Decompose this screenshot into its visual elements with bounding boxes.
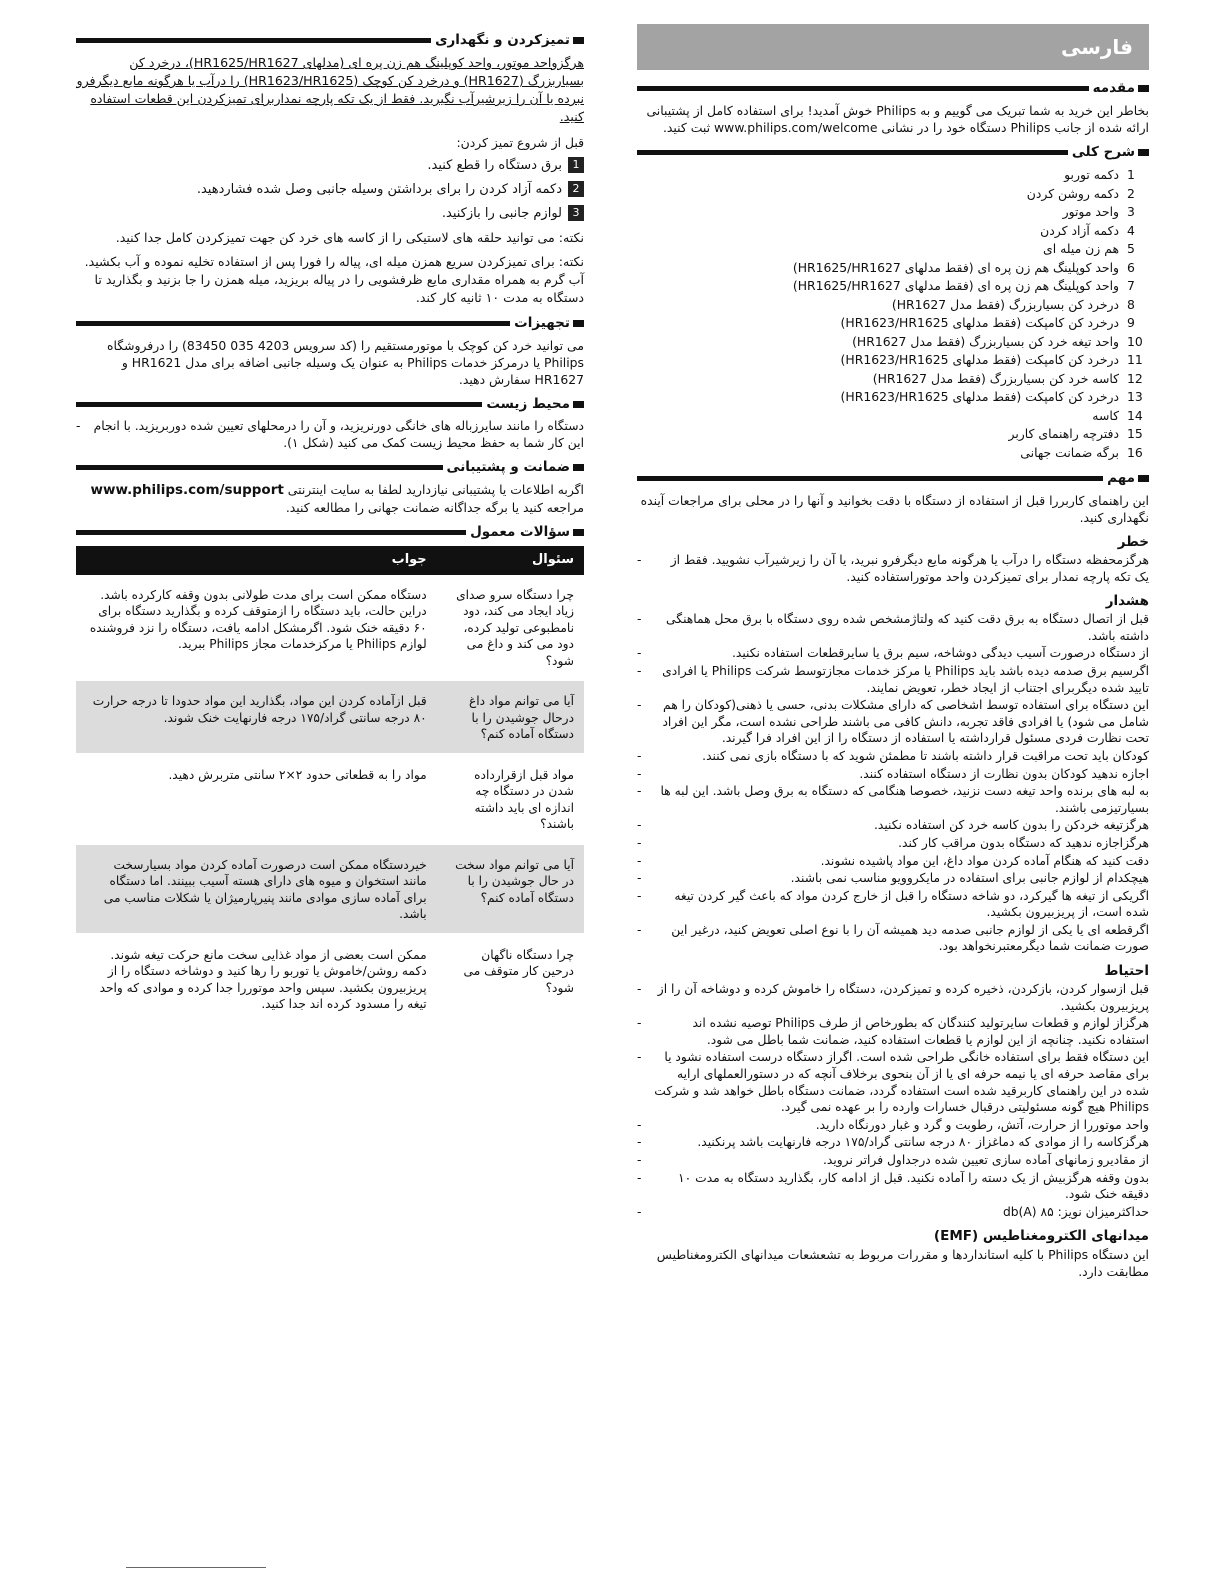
section-header-intro — [637, 80, 1149, 96]
faq-answer: ممکن است بعضی از مواد غذایی سخت مانع حرکت تیغه شوند. دکمه روشن/خاموش یا توربو را رها کنید و دوشاخه دستگاه را از پریزبیرون بکشید. سپس واحد موتوررا جدا کرده و موادی که واحد تیغه را مسدود کرده اند جدا کنید. — [76, 934, 437, 1024]
step-text: لوازم جانبی را بازکنید. — [441, 205, 562, 221]
list-item — [637, 333, 1149, 352]
list-item — [637, 388, 1149, 407]
item-number: 12 — [1127, 370, 1143, 386]
section-title: محیط زیست — [486, 396, 570, 412]
caution-item: - حداکثرمیزان نویز: ۸۵ db(A) — [637, 1204, 1149, 1221]
faq-row — [76, 680, 584, 754]
item-number: 14 — [1127, 407, 1143, 423]
section-marker — [1138, 85, 1149, 92]
faq-answer: قبل ازآماده کردن این مواد، بگذارید این مواد حدودا تا درجه حرارت ۸۰ درجه سانتی گراد/۱۷۵ درجه فارنهایت خنک شوند. — [76, 680, 437, 754]
faq-header-row — [76, 546, 584, 575]
item-label: درخرد کن بسیاربزرگ (فقط مدل HR1627) — [891, 296, 1119, 312]
step-number: 2 — [568, 181, 584, 197]
section-marker — [573, 464, 584, 471]
section-header-important — [637, 470, 1149, 486]
list-item — [637, 166, 1149, 185]
faq-question-header: سئوال — [437, 546, 584, 575]
item-label: واحد کوپلینگ هم زن پره ای (فقط مدلهای HR1625/HR1627) — [792, 259, 1119, 275]
list-item — [637, 259, 1149, 278]
warning-item: - اگرقطعه ای یا یکی از لوازم جانبی صدمه دید همیشه آن را با نوع اصلی تعویض کنید، درغیر این صورت ضمانت شما دیگرمعتبرنخواهد بود. — [637, 922, 1149, 955]
accessories-text: می توانید خرد کن کوچک با موتورمستقیم را (کد سرویس 4203 035 83450) را درفروشگاه Philips یا درمرکز خدمات Philips به عنوان یک وسیله جانبی اضافه برای مدل HR1621 و HR1627 سفارش دهید. — [106, 338, 584, 387]
caution-item: - بدون وقفه هرگزبیش از یک دسته را آماده نکنید. قبل از ادامه کار، بگذارید دستگاه به مدت ۱۰ دقیقه خنک شود. — [637, 1170, 1149, 1203]
warning-item: - قبل از اتصال دستگاه به برق دقت کنید که ولتاژمشخص شده روی دستگاه با برق محل هماهنگی داشته باشد. — [637, 611, 1149, 644]
item-number: 13 — [1127, 389, 1143, 404]
step-text: دکمه آزاد کردن را برای برداشتن وسیله جانبی وصل شده فشاردهید. — [196, 181, 562, 197]
faq-question: چرا دستگاه ناگهان درحین کار متوقف می شود؟ — [437, 934, 584, 1024]
list-item — [637, 203, 1149, 222]
caution-heading: احتیاط — [1104, 963, 1149, 980]
faq-answer-header: جواب — [76, 546, 437, 575]
list-item — [637, 425, 1149, 444]
section-rule — [76, 38, 431, 43]
intro-text: بخاطر این خرید به شما تبریک می گوییم و به Philips خوش آمدید! برای استفاده کامل از پشتیبانی ارائه شده از جانب Philips دستگاه خود را در نشانی www.philips.com/welcome ثبت کنید. — [646, 103, 1149, 135]
item-label: واحد تیغه خرد کن بسیاربزرگ (فقط مدل HR1627) — [852, 333, 1119, 349]
section-title: تمیزکردن و نگهداری — [435, 32, 570, 48]
warning-list — [637, 611, 1149, 955]
left-column — [76, 24, 584, 1025]
faq-question: آیا می توانم مواد سخت در حال جوشیدن را با دستگاه آماده کنم؟ — [437, 844, 584, 934]
item-number: 10 — [1127, 333, 1143, 349]
parts-list — [637, 166, 1149, 462]
list-item — [637, 296, 1149, 315]
faq-question: چرا دستگاه سرو صدای زیاد ایجاد می کند، دود نامطبوعی تولید کرده، دود می کند و داغ می شود؟ — [437, 575, 584, 681]
warning-item: - اجازه ندهید کودکان بدون نظارت از دستگاه استفاده کنند. — [637, 766, 1149, 783]
section-marker — [573, 401, 584, 408]
item-number: 15 — [1127, 426, 1143, 441]
faq-answer: خیردستگاه ممکن است درصورت آماده کردن مواد بسیارسخت مانند استخوان و میوه های دارای هسته آسیب ببینند. اما دستگاه برای آماده سازی موادی مانند پنیرپارمیژان یا شکلات مناسب می باشد. — [76, 844, 437, 934]
step-item — [76, 205, 584, 221]
section-rule — [637, 86, 1089, 91]
list-item — [637, 277, 1149, 296]
section-rule — [637, 150, 1068, 155]
item-label: برگه ضمانت جهانی — [1020, 444, 1119, 460]
warning-item: - به لبه های برنده واحد تیغه دست نزنید، خصوصا هنگامی که دستگاه به برق وصل باشد. این لبه ها بسیارتیزمی باشند. — [637, 783, 1149, 816]
faq-row — [76, 934, 584, 1024]
language-tab — [637, 24, 1149, 70]
faq-answer: مواد را به قطعاتی حدود ۲×۲ سانتی متربرش دهید. — [76, 754, 437, 844]
section-rule — [76, 321, 510, 326]
step-item — [76, 181, 584, 197]
faq-row — [76, 754, 584, 844]
section-marker — [573, 529, 584, 536]
list-item — [637, 314, 1149, 333]
item-label: کاسه خرد کن بسیاربزرگ (فقط مدل HR1627) — [872, 370, 1119, 386]
item-label: درخرد کن کامپکت (فقط مدلهای HR1623/HR1625) — [840, 352, 1119, 367]
list-item — [637, 370, 1149, 389]
item-label: واحد موتور — [1062, 204, 1119, 219]
section-title: شرح کلی — [1071, 144, 1135, 160]
warning-item: - این دستگاه برای استفاده توسط اشخاصی که دارای مشکلات بدنی، حسی یا ذهنی(کودکان را هم شامل می شود) یا افرادی فاقد تجربه، دانش کافی می باشند طراحی نشده است، مگر این افراد تحت نظارت فردی مسئول قرارداشته یا استفاده از دستگاه را از این افراد فرا گیرند. — [637, 697, 1149, 747]
list-item — [637, 444, 1149, 463]
warning-item: - کودکان باید تحت مراقبت قرار داشته باشند تا مطمئن شوید که با دستگاه بازی نمی کنند. — [637, 748, 1149, 765]
cleaning-steps — [76, 157, 584, 221]
right-column — [637, 24, 1149, 1286]
caution-item: - این دستگاه فقط برای استفاده خانگی طراحی شده است. اگراز دستگاه درست استفاده نشود یا برای مقاصد حرفه ای یا نیمه حرفه ای یا از آن بنحوی برخلاف آنچه که در دستورالعملهای ارایه شده در این راهنمای کاربرقید شده است استفاده گردد، ضمانت دستگاه باطل خواهد شد و شرکت Philips هیچ گونه مسئولیتی درقبال خسارات وارده را بر عهده نمی گیرد. — [637, 1049, 1149, 1115]
language-label: فارسی — [1060, 35, 1133, 59]
item-number: 6 — [1127, 259, 1135, 275]
caution-list — [637, 981, 1149, 1220]
warning-heading: هشدار — [1105, 593, 1149, 610]
caution-item: - واحد موتوررا از حرارت، آتش، رطوبت و گرد و غبار دورنگاه دارید. — [637, 1117, 1149, 1134]
section-header-environment — [76, 396, 584, 412]
item-number: 3 — [1127, 204, 1135, 219]
item-label: دکمه روشن کردن — [1026, 185, 1119, 201]
item-number: 4 — [1127, 222, 1135, 238]
item-label: درخرد کن کامپکت (فقط مدلهای HR1623/HR1625) — [840, 389, 1119, 404]
item-number: 2 — [1127, 185, 1135, 201]
danger-list — [637, 552, 1149, 585]
faq-question: آیا می توانم مواد داغ درحال جوشیدن را با دستگاه آماده کنم؟ — [437, 680, 584, 754]
item-number: 9 — [1127, 315, 1135, 330]
emf-heading: میدانهای الکترومغناطیس (EMF) — [933, 1228, 1149, 1245]
step-text: برق دستگاه را قطع کنید. — [427, 157, 562, 173]
caution-item: - هرگزاز لوازم و قطعات سایرتولید کنندگان که بطورخاص از طرف Philips توصیه نشده اند استفاده نکنید. چنانچه از این لوازم یا قطعات استفاده کنید، ضمانت شما باطل می شود. — [637, 1015, 1149, 1048]
section-rule — [76, 530, 466, 535]
faq-row — [76, 844, 584, 934]
section-header-general — [637, 144, 1149, 160]
guarantee-text-1: اگربه اطلاعات یا پشتیبانی نیازدارید لطفا به سایت اینترنتی — [287, 482, 584, 498]
list-item — [637, 240, 1149, 259]
support-link[interactable]: www.philips.com/support — [90, 482, 284, 499]
list-item — [637, 185, 1149, 204]
footer-rule — [126, 1567, 266, 1568]
faq-answer: دستگاه ممکن است برای مدت طولانی بدون وقفه کارکرده باشد. دراین حالت، باید دستگاه را ازمتوقف کرده و بگذارید دستگاه برای ۶۰ دقیقه خنک شود. اگرمشکل ادامه یافت، دستگاه را نزد فروشنده لوازم Philips یا مرکزخدمات مجاز Philips ببرید. — [76, 575, 437, 681]
section-header-faq — [76, 524, 584, 540]
section-title: مهم — [1107, 470, 1135, 486]
list-item — [637, 351, 1149, 370]
section-title: تجهیزات — [514, 315, 570, 331]
section-header-accessories — [76, 315, 584, 331]
warning-item: - دقت کنید که هنگام آماده کردن مواد داغ، این مواد پاشیده نشوند. — [637, 853, 1149, 870]
step-number: 1 — [568, 157, 584, 173]
emf-text: این دستگاه Philips با کلیه استانداردها و مقررات مربوط به تشعشعات میدانهای الکترومغناطیس مطابقت دارد. — [656, 1247, 1149, 1280]
item-label: هم زن میله ای — [1043, 241, 1119, 256]
item-number: 5 — [1127, 241, 1135, 256]
item-number: 7 — [1127, 278, 1135, 293]
faq-question: مواد قبل ازقرارداده شدن در دستگاه چه اندازه ای باید داشته باشند؟ — [437, 754, 584, 844]
item-label: دکمه آزاد کردن — [1040, 222, 1119, 238]
danger-heading: خطر — [1117, 534, 1149, 550]
faq-body — [76, 575, 584, 1024]
section-rule — [76, 402, 482, 407]
cleaning-before: قبل از شروع تمیز کردن: — [456, 135, 584, 150]
section-marker — [573, 37, 584, 44]
section-marker — [573, 320, 584, 327]
section-marker — [1138, 475, 1149, 482]
item-label: دفترچه راهنمای کاربر — [1008, 426, 1119, 441]
warning-item: - هرگزتیغه خردکن را بدون کاسه خرد کن استفاده نکنید. — [637, 817, 1149, 834]
important-text: این راهنمای کاربررا قبل از استفاده از دستگاه با دقت بخوانید و آنها را در محلی برای مراجعات آینده نگهداری کنید. — [640, 493, 1149, 525]
warning-item: - هیچکدام از لوازم جانبی برای استفاده در مایکروویو مناسب نمی باشند. — [637, 870, 1149, 887]
section-title: سؤالات معمول — [470, 524, 570, 541]
step-number: 3 — [568, 205, 584, 221]
environment-item: - دستگاه را مانند سایرزباله های خانگی دورنریزید، و آن را درمحلهای تعیین شده دوربریزید. با انجام این کار شما به حفظ محیط زیست کمک می کنید (شکل ۱). — [76, 418, 584, 451]
section-marker — [1138, 149, 1149, 156]
faq-row — [76, 575, 584, 681]
cleaning-warning: هرگزواحد موتور، واحد کوپلینگ هم زن پره ای (مدلهای HR1625/HR1627)، درخرد کن بسیاربزرگ (HR1627) و درخرد کن کوچک (HR1623/HR1625) را درآب یا هرگونه مایع دیگرفرو نبرده یا آن را زیرشیرآب نگیرید. فقط از یک تکه پارچه نمداربرای تمیزکردن این قطعات استفاده کنید. — [76, 55, 584, 124]
item-label: واحد کوپلینگ هم زن پره ای (فقط مدلهای HR1625/HR1627) — [792, 278, 1119, 293]
section-header-cleaning — [76, 32, 584, 48]
danger-item: - هرگزمحفظه دستگاه را درآب یا هرگونه مایع دیگرفرو نبرید، یا آن را زیرشیرآب نشویید. فقط از یک تکه پارچه نمدار برای تمیزکردن واحد موتوراستفاده کنید. — [637, 552, 1149, 585]
faq-table — [76, 546, 584, 1025]
caution-item: - از مقادیرو زمانهای آماده سازی تعیین شده درجداول فراتر نروید. — [637, 1152, 1149, 1169]
warning-item: - هرگزاجازه ندهید که دستگاه بدون مراقب کار کند. — [637, 835, 1149, 852]
caution-item: - قبل ازسوار کردن، بازکردن، ذخیره کرده و تمیزکردن، دستگاه را خاموش کرده و دوشاخه آن را از پریزبیرون بکشید. — [637, 981, 1149, 1014]
list-item — [637, 222, 1149, 241]
environment-list — [76, 418, 584, 451]
item-label: دکمه توربو — [1064, 167, 1119, 182]
section-header-guarantee — [76, 459, 584, 475]
guarantee-text — [76, 481, 584, 516]
list-item — [637, 407, 1149, 426]
item-number: 8 — [1127, 296, 1135, 312]
section-title: ضمانت و پشتیبانی — [446, 459, 570, 476]
cleaning-note-2: نکته: برای تمیزکردن سریع همزن میله ای، پیاله را فورا پس از استفاده تخلیه نموده و آب بکشید. آب گرم به همراه مقداری مایع ظرفشویی را در پیاله بریزید، میله همزن را جا بزنید و بگذارید تا دستگاه به مدت ۱۰ ثانیه کار کند. — [84, 254, 584, 305]
cleaning-note-1: نکته: می توانید حلقه های لاستیکی را از کاسه های خرد کن جهت تمیزکردن کامل جدا کنید. — [115, 230, 584, 245]
section-title: مقدمه — [1092, 80, 1135, 96]
guarantee-text-2: مراجعه کنید یا برگه جداگانه ضمانت جهانی را مطالعه کنید. — [285, 500, 584, 516]
item-label: کاسه — [1092, 407, 1119, 423]
item-label: درخرد کن کامپکت (فقط مدلهای HR1623/HR1625) — [840, 315, 1119, 330]
step-item — [76, 157, 584, 173]
section-rule — [76, 465, 443, 470]
caution-item: - هرگزکاسه را از موادی که دماغزاز ۸۰ درجه سانتی گراد/۱۷۵ درجه فارنهایت باشد پرنکنید. — [637, 1134, 1149, 1151]
item-number: 11 — [1127, 352, 1143, 367]
section-rule — [637, 476, 1103, 481]
warning-item: - اگریکی از تیغه ها گیرکرد، دو شاخه دستگاه را قبل از خارج کردن مواد که باعث گیر کردن تیغه شده است، از پریزبیرون بکشید. — [637, 888, 1149, 921]
item-number: 16 — [1127, 444, 1143, 460]
warning-item: - از دستگاه درصورت آسیب دیدگی دوشاخه، سیم برق یا سایرقطعات استفاده نکنید. — [637, 645, 1149, 662]
item-number: 1 — [1127, 167, 1135, 182]
warning-item: - اگرسیم برق صدمه دیده باشد باید Philips یا مرکز خدمات مجازتوسط شرکت Philips یا افرادی تایید شده دیگربرای اجتناب از ایجاد خطر، تعویض نمایند. — [637, 663, 1149, 696]
